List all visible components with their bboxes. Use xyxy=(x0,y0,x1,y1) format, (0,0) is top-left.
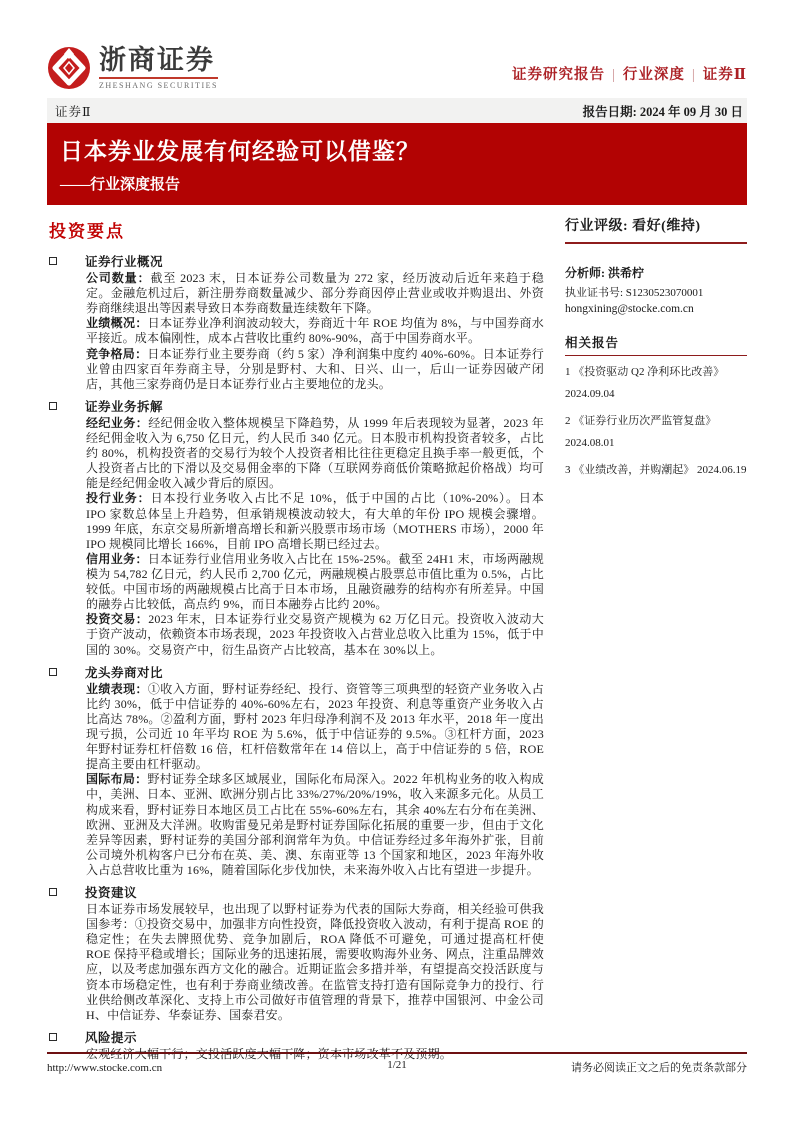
paragraph-text: ①收入方面，野村证券经纪、投行、资管等三项典型的轻资产业务收入占比约 30%，低于中信证券的 40%-60%左右，2023 年投资、利息等重资产业务收入占比高达 78%。②盈利方面，野村 2023 年归母净利润不及 2013 年水平，2018 年一度出现亏损，公司近 10 年平均 ROE 为 5.6%，低于中信证券的 9.5%。③杠杆方面，2023 年野村证券杠杆倍数 16 倍，杠杆倍数常年在 14 倍以上，高于中信证券的 5 倍，ROE 提高主要由杠杆驱动。 xyxy=(86,681,544,772)
paragraph xyxy=(86,347,544,392)
paragraph xyxy=(86,491,544,551)
paragraph xyxy=(86,612,544,657)
page-number: 1/21 xyxy=(387,1059,407,1071)
section-title: 风险提示 xyxy=(85,1030,138,1045)
paragraph-text: 日本证券行业信用业务收入占比在 15%-25%。截至 24H1 末，市场两融规模为 54,782 亿日元，约人民币 2,700 亿元，两融规模占股票总市值比重为 0.5%，占比较低。中国市场的两融规模占比高于日本市场，且融资融券的结构亦有所差异。中国的融券占比较低，高点约 9%，而日本融券占比约 20%。 xyxy=(86,551,544,612)
paragraph xyxy=(86,552,544,612)
content-area xyxy=(47,215,747,1067)
related-report-link[interactable]: 3 《业绩改善，并购潮起》 2024.06.19 xyxy=(565,464,747,476)
tag-industry-depth: 行业深度 xyxy=(622,67,685,83)
related-report-link[interactable]: 1 《投资驱动 Q2 净利环比改善》 2024.09.04 xyxy=(565,366,725,400)
section-leading-brokers xyxy=(47,663,544,878)
paragraph xyxy=(86,772,544,878)
page-header xyxy=(47,46,747,205)
disclaimer-text: 请务必阅读正文之后的免责条款部分 xyxy=(571,1062,747,1074)
paragraph-text: 宏观经济大幅下行；交投活跃度大幅下降；资本市场改革不及预期。 xyxy=(86,1046,453,1061)
square-bullet-icon xyxy=(49,257,57,265)
brand-subtitle: ZHESHANG SECURITIES xyxy=(99,80,218,90)
paragraph xyxy=(86,682,544,773)
paragraph xyxy=(86,902,544,1023)
report-date: 报告日期: 2024 年 09 月 30 日 xyxy=(582,104,743,119)
paragraph-text: 日本证券市场发展较早，也出现了以野村证券为代表的国际大券商，相关经验可供我国参考：①投资交易中，加强非方向性投资，降低投资收入波动，有利于提高 ROE 的稳定性；在失去牌照优势、竞争加剧后，ROA 降低不可避免，可通过提高杠杆使 ROE 保持平稳或增长；国际业务的迅速拓展，需要收购海外业务、网点，注重品牌效应，以及考虑加强东西方文化的融合。近期证监会多措并举，有望提高交投活跃度与资本市场稳定性，也有利于券商业绩改善。在监管支持打造有国际竞争力的投行、行业供给侧改革深化、支持上市公司做好市值管理的背景下，推荐中国银河、中金公司 H、中信证券、华泰证券、国泰君安。 xyxy=(86,902,545,1022)
analyst-cert-number: 执业证书号: S1230523070001 xyxy=(565,287,704,299)
brand-name: 浙商证券 xyxy=(99,45,215,75)
paragraph-lead: 竞争格局： xyxy=(86,346,148,361)
analyst-label: 分析师: xyxy=(565,266,608,280)
section-investment-advice xyxy=(47,883,544,1023)
website-link[interactable]: http://www.stocke.com.cn xyxy=(47,1062,163,1074)
paragraph-text: 日本证券业净利润波动较大，券商近十年 ROE 均值为 8%，与中国券商水平接近。成本偏刚性，成本占营收比重约 80%-90%，高于中国券商水平。 xyxy=(86,316,544,346)
paragraph-text: 截至 2023 末，日本证券公司数量为 272 家，经历波动后近年来趋于稳定。金融危机过后，新注册券商数量减少、部分券商因停止营业或收并购退出、外资券商继续退出等因素导致日本券商数量连续数年下降。 xyxy=(86,271,544,316)
section-title: 证券行业概况 xyxy=(85,255,164,269)
info-sidebar xyxy=(565,215,747,1067)
section-business-breakdown xyxy=(47,397,544,658)
zheshang-knot-icon xyxy=(47,46,91,90)
report-subtitle: ——行业深度报告 xyxy=(60,177,181,193)
paragraph xyxy=(86,271,544,316)
paragraph-lead: 投行业务： xyxy=(86,491,151,506)
industry-rating xyxy=(565,215,747,244)
paragraph-lead: 经纪业务： xyxy=(86,415,149,430)
title-banner xyxy=(47,123,747,205)
square-bullet-icon xyxy=(49,1033,57,1041)
section-title: 证券业务拆解 xyxy=(85,399,164,414)
summary-column xyxy=(47,215,544,1067)
paragraph-lead: 信用业务： xyxy=(86,551,148,566)
square-bullet-icon xyxy=(49,888,57,896)
paragraph-lead: 业绩表现： xyxy=(86,681,148,696)
paragraph-text: 日本投行业务收入占比不足 10%，低于中国的占比（10%-20%）。日本 IPO 家数总体呈上升趋势，但承销规模波动较大，有大单的年份 IPO 规模会骤增。1999 年底，东京交易所新增高增长和新兴股票市场市场（MOTHERS 市场），2000 年 IPO 规模同比增长 166%，目前 IPO 高增长期已经过去。 xyxy=(86,491,544,551)
paragraph-lead: 公司数量： xyxy=(86,271,151,285)
section-title: 龙头券商对比 xyxy=(85,665,164,680)
rating-value: 看好(维持) xyxy=(632,219,701,234)
paragraph-lead: 业绩概况： xyxy=(86,316,148,331)
category-bar xyxy=(47,98,747,123)
section-industry-overview xyxy=(47,252,544,392)
brand-divider xyxy=(99,77,218,79)
paragraph-text: 经纪佣金收入整体规模呈下降趋势，从 1999 年后表现较为显著，2023 年经纪佣金收入为 6,750 亿日元，约人民币 340 亿元。日本股市机构投资者较多，占比约 80%，机构投资者的交易行为较个人投资者相比往往更稳定且换手率一般更低，个人投资者占比的下滑以及交易佣金率的下降（互联网券商低价策略掀起价格战）均可能是经纪佣金收入减少背后的原因。 xyxy=(86,415,544,491)
report-type-tags xyxy=(512,63,747,90)
related-reports-heading: 相关报告 xyxy=(565,333,747,356)
tag-separator: | xyxy=(611,67,616,83)
paragraph-lead: 投资交易： xyxy=(86,612,149,627)
square-bullet-icon xyxy=(49,668,57,676)
paragraph-text: 野村证券全球多区域展业，国际化布局深入。2022 年机构业务的收入构成中，美洲、日本、亚洲、欧洲分别占比 33%/27%/20%/19%，收入来源多元化。从员工构成来看，野村证券日本地区员工占比在 55%-60%左右，其余 40%左右分布在美洲、欧洲、亚洲及大洋洲。收购雷曼兄弟是野村证券国际化拓展的重要一步，但由于文化差异等因素，野村证券的美国分部利润常年为负。中信证券经过多年海外扩张，目前公司境外机构客户已分布在英、美、澳、东南亚等 13 个国家和地区，2023 年海外收入占总营收比重为 16%，随着国际化步伐加快，未来海外收入占比有望进一步提升。 xyxy=(86,772,544,877)
paragraph-text: 日本证券行业主要券商（约 5 家）净利润集中度约 40%-60%。日本证券行业曾由四家百年券商主导，分别是野村、大和、日兴、山一，后山一证券因破产闭店，其他三家券商仍是日本证券行业占主要地位的龙头。 xyxy=(86,346,544,391)
paragraph xyxy=(86,316,544,346)
related-report-link[interactable]: 2 《证券行业历次严监管复盘》 2024.08.01 xyxy=(565,415,717,449)
section-title: 投资建议 xyxy=(85,886,138,901)
square-bullet-icon xyxy=(49,402,57,410)
investment-highlights-heading: 投资要点 xyxy=(49,222,125,241)
analyst-name: 洪希柠 xyxy=(608,266,645,280)
rating-label: 行业评级: xyxy=(565,219,633,234)
category-label: 证券Ⅱ xyxy=(55,104,92,119)
tag-research: 证券研究报告 xyxy=(511,67,605,83)
analyst-email-link[interactable]: hongxining@stocke.com.cn xyxy=(565,303,694,315)
brand-logo xyxy=(47,46,218,90)
paragraph-lead: 国际布局： xyxy=(86,772,148,787)
paragraph xyxy=(86,416,544,492)
tag-sector: 证券Ⅱ xyxy=(702,67,747,83)
report-title: 日本券业发展有何经验可以借鉴？ xyxy=(60,139,420,164)
tag-separator: | xyxy=(691,67,696,83)
page-footer xyxy=(47,1052,747,1075)
analyst-block xyxy=(565,264,747,315)
paragraph-text: 2023 年末，日本证券行业交易资产规模为 62 万亿日元。投资收入波动大于资产波动，依赖资本市场表现，2023 年投资收入占营业总收入比重为 15%，低于中国的 30%。交易资产中，衍生品资产占比较高，基本在 30%以上。 xyxy=(86,612,544,657)
